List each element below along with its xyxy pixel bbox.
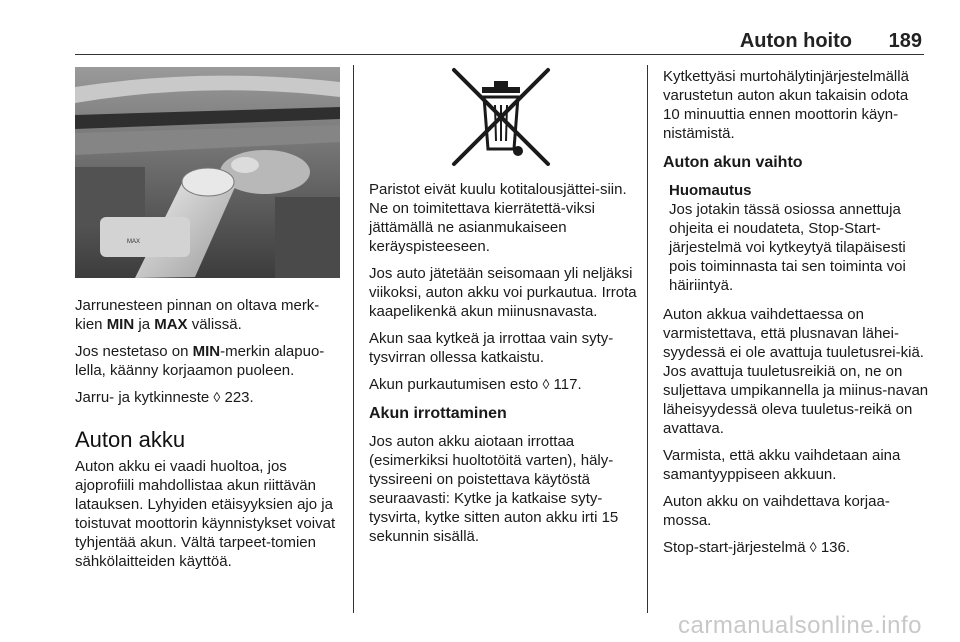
disconnect-paragraph: Jos auton akku aiotaan irrottaa (esimerkiksi huoltotöitä varten), häly-tyssireeni on poistettava käytöstä seuraavasti: Kytke ja katkaise syty-tysvirta, kytke sitten auton akku irti 15 sekunnin sisällä. bbox=[369, 433, 619, 545]
min-level-paragraph: Jos nestetaso on MIN-merkin alapuo-lella, käänny korjaamon puoleen. bbox=[75, 343, 325, 379]
alarm-wait-paragraph: Kytkettyäsi murtohälytinjärjestelmällä varustetun auton akun takaisin odota 10 minuuttia ennen moottorin käyn-nistämistä. bbox=[663, 68, 909, 142]
watermark: carmanualsonline.info bbox=[678, 612, 922, 639]
brake-reference-paragraph: Jarru- ja kytkinneste ◊ 223. bbox=[75, 389, 254, 406]
section-title: Auton hoito bbox=[739, 30, 852, 52]
photo-max-label: MAX bbox=[127, 239, 141, 245]
column-middle bbox=[369, 180, 637, 554]
note-heading: Huomautus bbox=[669, 182, 752, 199]
battery-intro-paragraph: Auton akku ei vaadi huoltoa, jos ajoprofiili mahdollistaa akun riittävän latauksen. Lyhyiden etäisyyksien ajo ja toistuvat moottorin käynnistykset voivat tyhjentää akun. Vältä tarpeet-tomien sähkölaitteiden käyttöä. bbox=[75, 458, 336, 570]
page-ref-link[interactable]: 117. bbox=[553, 376, 582, 393]
header-rule bbox=[75, 54, 924, 55]
battery-disposal-paragraph: Paristot eivät kuulu kotitalousjättei-siin. Ne on toimitettava kierrätettä-viksi jättämällä ne asianmukaiseen keräyspisteeseen. bbox=[369, 181, 627, 255]
column-right bbox=[663, 67, 929, 565]
storage-paragraph: Jos auto jätetään seisomaan yli neljäksi viikoksi, auton akku voi purkautua. Irrota kaapelikenkä akun miinusnavasta. bbox=[369, 265, 637, 320]
reference-icon: ◊ bbox=[809, 539, 817, 555]
section-heading-battery: Auton akku bbox=[75, 427, 186, 452]
note-box bbox=[669, 181, 929, 295]
workshop-paragraph: Auton akku on vaihdettava korjaa-mossa. bbox=[663, 493, 890, 529]
stop-start-reference-paragraph: Stop-start-järjestelmä ◊ 136. bbox=[663, 539, 851, 556]
vent-holes-paragraph: Auton akkua vaihdettaessa on varmistettava, että plusnavan lähei-syydessä ei ole avattuja tuuletusrei-kiä. Jos avattuja tuuletusreikiä on, ne on suljettava umpikannella ja miinus-navan läheisyydessä oleva tuuletus-reikä on avattava. bbox=[663, 306, 929, 437]
crossed-out-wheelie-bin-icon bbox=[446, 67, 556, 167]
discharge-reference-paragraph: Akun purkautumisen esto ◊ 117. bbox=[369, 376, 582, 393]
column-divider bbox=[647, 65, 648, 613]
column-divider bbox=[353, 65, 354, 613]
same-type-paragraph: Varmista, että akku vaihdetaan aina samantyyppiseen akkuun. bbox=[663, 447, 901, 483]
reference-icon: ◊ bbox=[542, 376, 550, 392]
page-ref-link[interactable]: 223. bbox=[224, 389, 254, 406]
note-body: Jos jotakin tässä osiossa annettuja ohjeita ei noudateta, Stop-Start-järjestelmä voi kytkeytyä tilapäisesti pois toiminnasta tai sen toiminta voi häiriintyä. bbox=[669, 201, 906, 294]
page-header bbox=[0, 26, 960, 56]
ignition-paragraph: Akun saa kytkeä ja irrottaa vain syty-tysvirran ollessa katkaistu. bbox=[369, 330, 614, 366]
engine-bay-photo bbox=[75, 67, 340, 278]
page-ref-link[interactable]: 136. bbox=[820, 539, 851, 556]
page-number: 189 bbox=[888, 30, 922, 52]
subheading-replacement: Auton akun vaihto bbox=[663, 154, 803, 171]
brake-fluid-paragraph: Jarrunesteen pinnan on oltava merk-kien MIN ja MAX välissä. bbox=[75, 297, 320, 333]
column-left bbox=[75, 296, 343, 579]
subheading-disconnect: Akun irrottaminen bbox=[369, 405, 507, 422]
reference-icon: ◊ bbox=[213, 389, 221, 405]
